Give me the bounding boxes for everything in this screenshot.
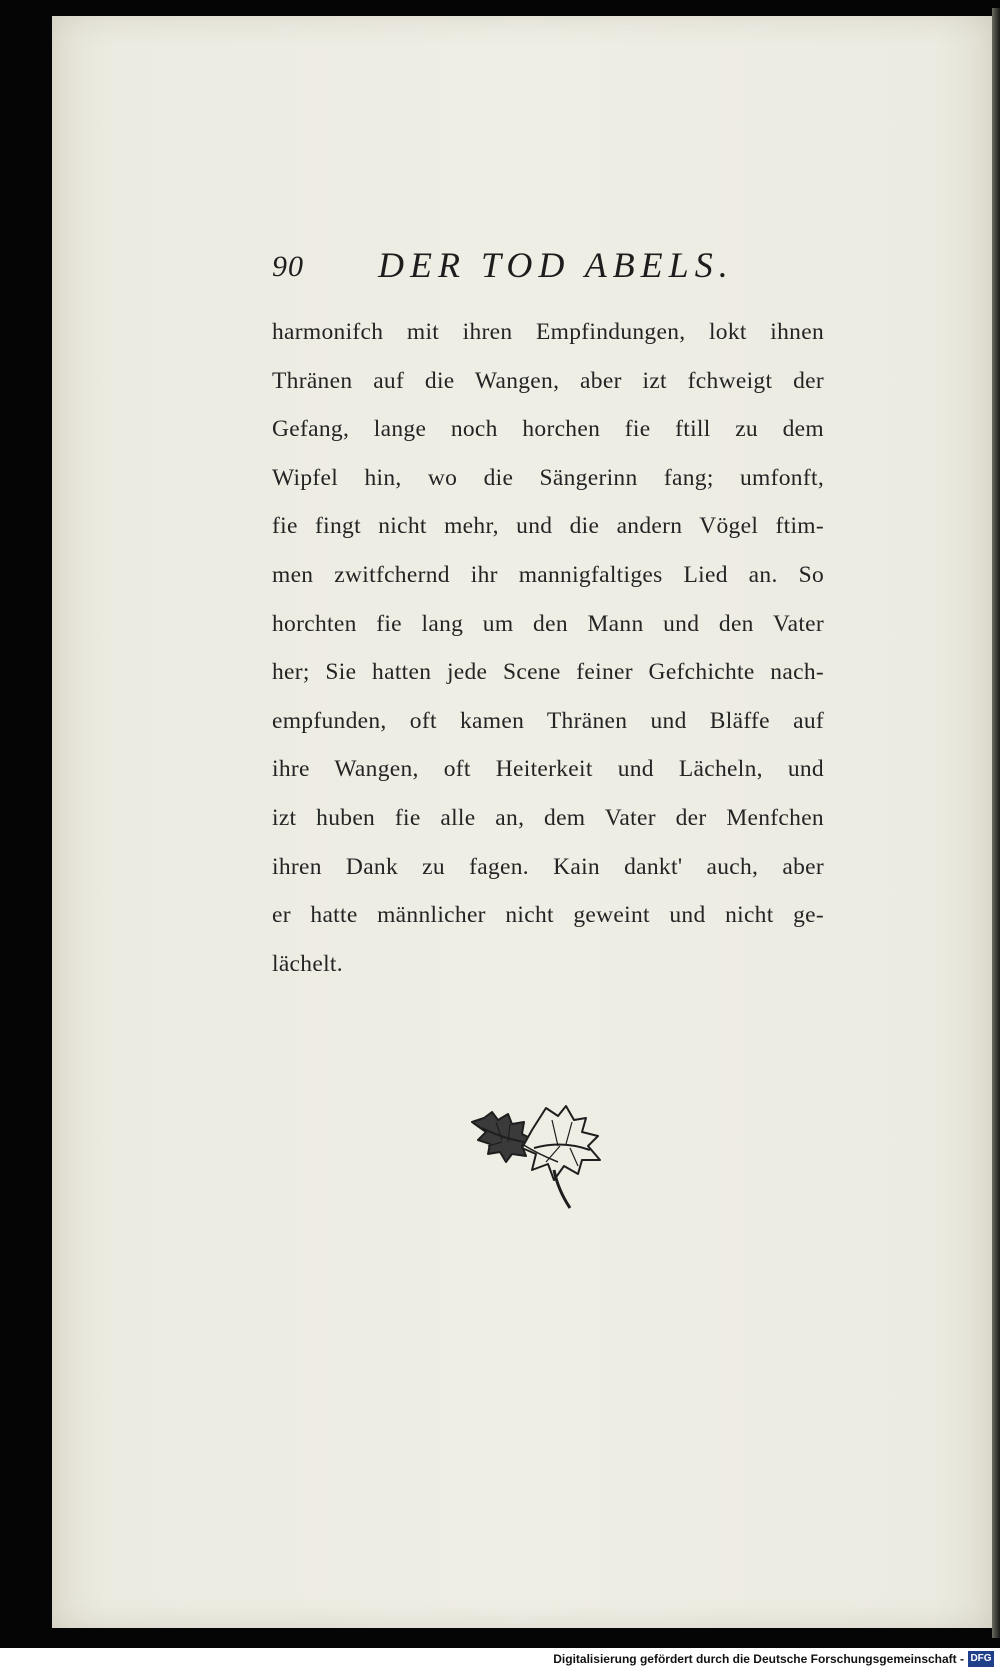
- page-header: [272, 244, 832, 294]
- text-line: her; Sie hatten jede Scene feiner Gefchichte nach-: [272, 659, 824, 686]
- text-line: Wipfel hin, wo die Sängerinn fang; umfonft,: [272, 464, 824, 491]
- text-line: Gefang, lange noch horchen fie ftill zu dem: [272, 416, 824, 443]
- text-line: ihre Wangen, oft Heiterkeit und Lächeln, und: [272, 756, 824, 783]
- text-line: lächelt.: [272, 950, 343, 977]
- text-line: ihren Dank zu fagen. Kain dankt' auch, aber: [272, 853, 824, 880]
- text-line: Thränen auf die Wangen, aber izt fchweigt der: [272, 367, 824, 394]
- text-line: harmonifch mit ihren Empfindungen, lokt ihnen: [272, 319, 824, 345]
- running-title: DER TOD ABELS.: [378, 245, 734, 285]
- text-line: empfunden, oft kamen Thränen und Bläffe auf: [272, 707, 824, 734]
- text-line: izt huben fie alle an, dem Vater der Menfchen: [272, 804, 824, 831]
- text-line: men zwitfchernd ihr mannigfaltiges Lied an. So: [272, 561, 824, 588]
- text-line: fie fingt nicht mehr, und die andern Vögel ftim-: [272, 513, 824, 540]
- leaf-vignette-icon: [462, 1100, 622, 1220]
- body-text: [272, 308, 824, 988]
- text-line: horchten fie lang um den Mann und den Vater: [272, 610, 824, 637]
- footer-credit: Digitalisierung gefördert durch die Deutsche Forschungsgemeinschaft -: [553, 1652, 964, 1666]
- page-number: 90: [272, 250, 304, 283]
- dfg-logo: DFG: [968, 1651, 994, 1667]
- text-line: er hatte männlicher nicht geweint und nicht ge-: [272, 902, 824, 929]
- page-edge: [992, 8, 1000, 1638]
- footer-bar: [0, 1648, 1000, 1672]
